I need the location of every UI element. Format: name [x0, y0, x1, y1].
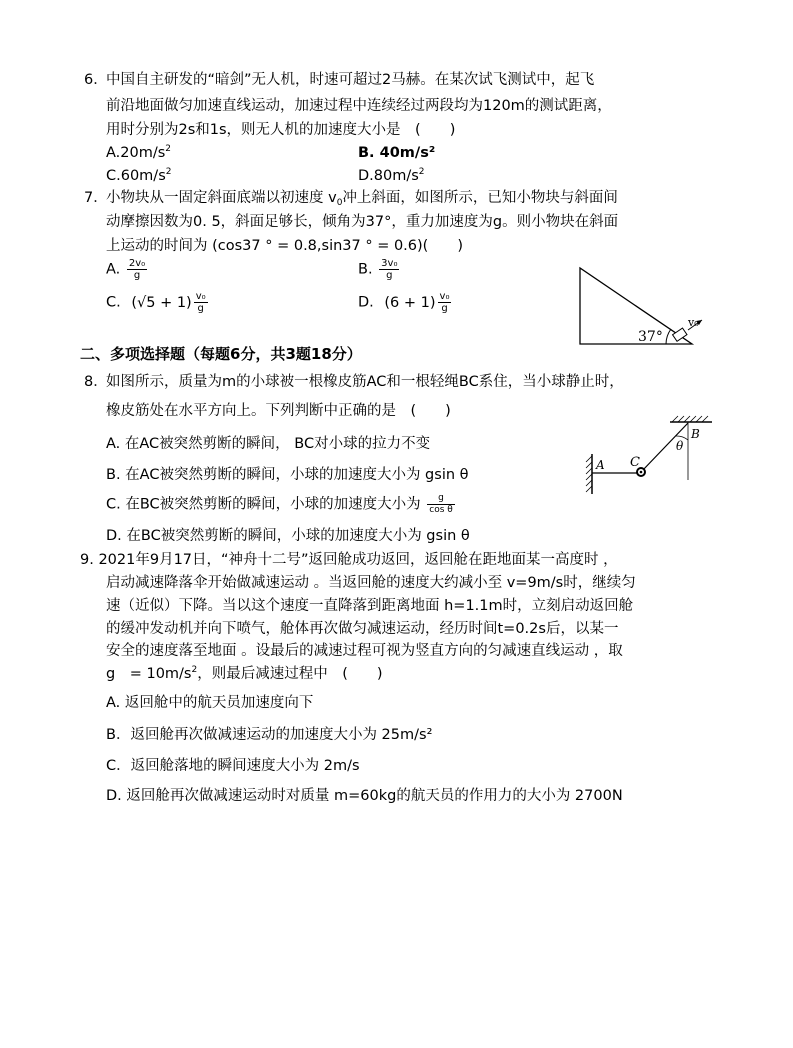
label-a: A [596, 458, 605, 472]
v0-label: v₀ [688, 316, 699, 329]
q9-line-3: 速（近似）下降。当以这个速度一直降落到距离地面 h=1.1m时，立刻启动返回舱 [106, 598, 634, 614]
q9-option-a: A. 返回舱中的航天员加速度向下 [106, 695, 314, 711]
q7-line-3: 上运动的时间为 (cos37 ° = 0.8,sin37 ° = 0.6)( ) [106, 238, 463, 254]
q6-line-3: 用时分别为2s和1s，则无人机的加速度大小是 ( ) [106, 122, 456, 138]
q8-figure [578, 414, 718, 498]
ceiling-hatch [672, 416, 708, 422]
q6-line-2: 前沿地面做匀加速直线运动，加速过程中连续经过两段均为120m的测试距离， [106, 98, 612, 114]
left-wall-hatch [586, 456, 592, 492]
section-2-title: 二、多项选择题（每题6分，共3题18分） [80, 345, 362, 363]
q7-line-2: 动摩擦因数为0. 5，斜面足够长，倾角为37°，重力加速度为g。则小物块在斜面 [106, 214, 619, 230]
q7-option-a: A. $\frac{\text{2v₀}}{g}$ [106, 258, 146, 281]
q6-option-b: B. 40m/s² [358, 145, 436, 161]
q7-option-c: C. (√5 + 1) $\frac{\text{v₀}}{g}$ [106, 291, 206, 314]
q7-option-a-fraction: $\frac{\text{2v₀}}{g}$ [128, 258, 146, 281]
q8-option-b: B. 在AC被突然剪断的瞬间，小球的加速度大小为 gsin θ [106, 467, 469, 483]
q6-line-1: 中国自主研发的“暗剑”无人机，时速可超过2马赫。在某次试飞测试中，起飞 [106, 72, 595, 88]
q7-option-d: D. (6 + 1) $\frac{\text{v₀}}{g}$ [358, 291, 450, 314]
q8-line-2: 橡皮筋处在水平方向上。下列判断中正确的是 ( ) [106, 403, 451, 419]
q8-number: 8． [84, 374, 108, 390]
q9-line-2: 启动减速降落伞开始做减速运动 。当返回舱的速度大约减小至 v=9m/s时，继续匀 [106, 575, 636, 591]
q7-line-1: 小物块从一固定斜面底端以初速度 $v_0$冲上斜面，如图所示，已知小物块与斜面间 [106, 190, 618, 208]
angle-arc [666, 329, 671, 344]
q9-option-d: D. 返回舱再次做减速运动时对质量 m=60kg的航天员的作用力的大小为 2700N [106, 788, 623, 804]
q7-option-b-fraction: $\frac{\text{3v₀}}{g}$ [381, 258, 398, 281]
q9-line-1: 9. 2021年9月17日，“神舟十二号”返回舱成功返回，返回舱在距地面某一高度时 ， [80, 552, 618, 568]
q7-incline-figure [570, 260, 720, 352]
q7-option-b: B. $\frac{\text{3v₀}}{g}$ [358, 258, 398, 281]
q6-option-d: $D.80m/s^2$ [358, 167, 425, 184]
q6-option-c: $C.60m/s^2$ [106, 167, 172, 184]
q9-option-c: C．返回舱落地的瞬间速度大小为 2m/s [106, 758, 360, 774]
incline-angle-label: 37° [638, 329, 663, 345]
q7-option-c-fraction: $\frac{\text{v₀}}{g}$ [195, 291, 206, 314]
q9-line-5: 安全的速度落至地面 。设最后的减速过程可视为竖直方向的匀减速直线运动 ，取 [106, 643, 623, 659]
q9-line-4: 的缓冲发动机并向下喷气，舱体再次做匀减速运动，经历时间t=0.2s后，以某一 [106, 621, 619, 637]
label-c: C [630, 455, 640, 470]
q7-number: 7． [84, 190, 108, 206]
q9-line-6: g = $10m/s^2$，则最后减速过程中 ( ) [106, 665, 383, 682]
q8-option-c-fraction: $\frac{g}{\text{cos θ}}$ [429, 493, 453, 515]
q8-option-c: C. 在BC被突然剪断的瞬间，小球的加速度大小为 $\frac{g}{\text{cos θ}}$ [106, 493, 453, 515]
q9-option-b: B．返回舱再次做减速运动的加速度大小为 25m/s² [106, 727, 433, 743]
q6-number: 6． [84, 72, 108, 88]
q6-option-a: $A.20m/s^2$ [106, 144, 172, 161]
label-theta: θ [676, 439, 684, 453]
q7-option-d-fraction: $\frac{\text{v₀}}{g}$ [439, 291, 450, 314]
q8-option-d: D. 在BC被突然剪断的瞬间，小球的加速度大小为 gsin θ [106, 528, 470, 544]
label-b: B [691, 427, 700, 441]
q8-line-1: 如图所示，质量为m的小球被一根橡皮筋AC和一根轻绳BC系住，当小球静止时， [106, 374, 624, 390]
q8-option-a: A. 在AC被突然剪断的瞬间， BC对小球的拉力不变 [106, 436, 431, 452]
